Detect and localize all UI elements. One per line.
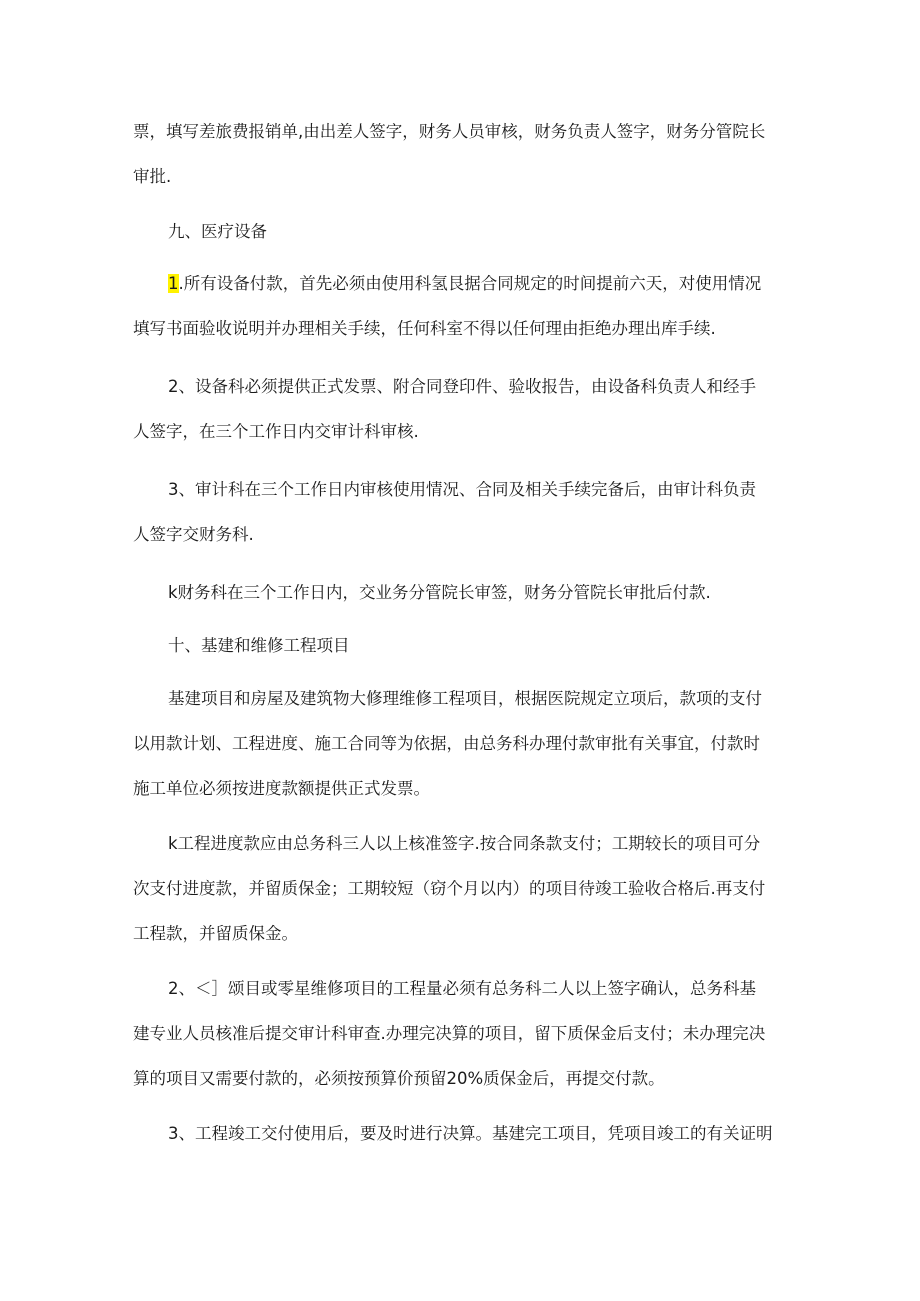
heading-text: 九、医疗设备 (168, 222, 267, 241)
text-line: 建专业人员核准后提交审计科审查.办理完决算的项目，留下质保金后支付；未办理完决 (133, 1024, 766, 1043)
paragraph-construction-3 (133, 1111, 793, 1156)
text-span: .所有设备付款，首先必须由使用科氢艮据合同规定的时间提前六天，对使用情况 (178, 274, 762, 293)
text-line: 3、审计科在三个工作日内审核使用情况、合同及相关手续完备后，由审计科负责 (168, 480, 756, 499)
text-line (133, 261, 793, 306)
paragraph-equipment-payment-3 (133, 467, 793, 557)
text-line: 票，填写差旅费报销单,由出差人签字，财务人员审核，财务负责人签字，财务分管院长 (133, 122, 766, 141)
text-line: 算的项目又需要付款的，必须按预算价预留20%质保金后，再提交付款。 (133, 1069, 665, 1088)
text-line: 工程款，并留质保金。 (133, 924, 298, 943)
text-line: 次支付进度款，并留质保金；工期较短（窃个月以内）的项目待竣工验收合格后.再支付 (133, 879, 766, 898)
heading-text: 十、基建和维修工程项目 (168, 636, 350, 655)
text-line: k财务科在三个工作日内，交业务分管院长审签，财务分管院长审批后付款. (168, 583, 711, 602)
text-line: 人签字，在三个工作日内交审计科审核. (133, 422, 419, 441)
paragraph-equipment-payment-2 (133, 364, 793, 454)
paragraph-construction-2 (133, 966, 793, 1101)
text-line: 以用款计划、工程进度、施工合同等为依据，由总务科办理付款审批有关事宜，付款时 (133, 734, 760, 753)
highlighted-number: 1 (168, 274, 179, 293)
text-line: 施工单位必须按进度款额提供正式发票。 (133, 779, 430, 798)
text-line: k工程进度款应由总务科三人以上核准签字.按合同条款支付；工期较长的项目可分 (168, 834, 761, 853)
section-heading-medical-equipment (133, 209, 793, 254)
paragraph-construction-intro (133, 676, 793, 811)
paragraph-equipment-payment-1 (133, 261, 793, 351)
text-line: 填写书面验收说明并办理相关手续，任何科室不得以任何理由拒绝办理出库手续. (133, 319, 716, 338)
text-line: 审批. (133, 167, 172, 186)
text-line: 3、工程竣工交付使用后，要及时进行决算。基建完工项目，凭项目竣工的有关证明 (168, 1124, 773, 1143)
text-line: 人签字交财务科. (133, 525, 254, 544)
text-line: 2、＜］颂目或零星维修项目的工程量必须有总务科二人以上签字确认，总务科基 (168, 979, 756, 998)
section-heading-construction (133, 623, 793, 668)
paragraph-equipment-payment-4 (133, 570, 793, 615)
text-line: 基建项目和房屋及建筑物大修理维修工程项目，根据医院规定立项后，款项的支付 (168, 689, 762, 708)
paragraph-construction-1 (133, 821, 793, 956)
paragraph-travel-expense (133, 109, 793, 199)
text-line: 2、设备科必须提供正式发票、附合同登印件、验收报告，由设备科负责人和经手 (168, 377, 756, 396)
